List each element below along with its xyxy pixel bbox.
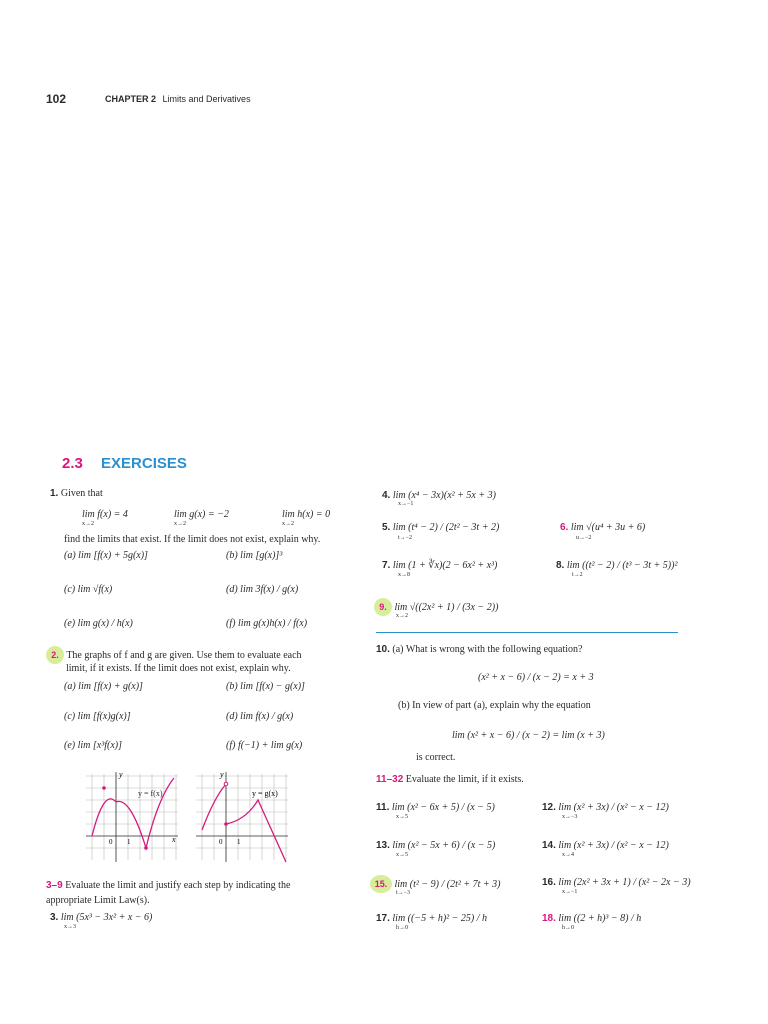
problem-2f: (f) f(−1) + lim g(x) — [226, 740, 303, 751]
problem-10b: (b) In view of part (a), explain why the equation — [398, 700, 591, 711]
problem-8 — [556, 560, 677, 571]
axis-y-label: y — [119, 770, 123, 779]
problem-number: 11. — [376, 802, 390, 813]
limit-subscript: x→5 — [396, 852, 408, 858]
chapter-title: Limits and Derivatives — [162, 94, 251, 104]
problem-expression: lim (2x² + 3x + 1) / (x² − 2x − 3) — [558, 877, 691, 888]
problem-1f: (f) lim g(x)h(x) / f(x) — [226, 618, 308, 629]
problem-10-correct: is correct. — [416, 752, 456, 763]
problem-number: 7. — [382, 560, 391, 571]
problem-range: 3–9 — [46, 880, 63, 891]
problem-1d: (d) lim 3f(x) / g(x) — [226, 584, 299, 595]
problem-text: Evaluate the limit, if it exists. — [405, 774, 524, 785]
problem-number: 4. — [382, 490, 391, 501]
problem-12 — [542, 802, 669, 813]
limit-subscript: x→2 — [396, 613, 408, 619]
limit-subscript: x→8 — [398, 572, 410, 578]
problem-1-header — [50, 488, 103, 499]
section-number: 2.3 — [62, 455, 83, 472]
limit-subscript: x→3 — [64, 924, 76, 930]
problem-expression: lim (1 + ∛x)(2 − 6x² + x³) — [392, 560, 498, 571]
problem-expression: lim (x⁴ − 3x)(x² + 5x + 3) — [392, 490, 496, 501]
point — [224, 822, 228, 826]
problem-expression: lim (5x³ − 3x² + x − 6) — [60, 912, 153, 923]
limit-subscript: x→2 — [282, 521, 294, 527]
problem-2a: (a) lim [f(x) + g(x)] — [64, 681, 143, 692]
point — [102, 786, 106, 790]
problem-1b: (b) lim [g(x)]³ — [226, 550, 283, 561]
given-limit-f: lim f(x) = 4 — [82, 509, 128, 520]
problem-text: The graphs of f and g are given. Use them to evaluate each — [66, 650, 302, 661]
problem-number: 3. — [50, 912, 59, 923]
limit-subscript: t→2 — [572, 572, 583, 578]
limit-subscript: x→−1 — [398, 501, 414, 507]
problem-3 — [50, 912, 152, 923]
problem-text: Given that — [60, 488, 103, 499]
problem-expression: lim ((2 + h)³ − 8) / h — [558, 913, 642, 924]
problem-instruction: find the limits that exist. If the limit does not exist, explain why. — [64, 534, 321, 545]
problem-expression: lim (t² − 9) / (2t² + 7t + 3) — [394, 879, 501, 890]
problem-number: 12. — [542, 802, 556, 813]
problem-10 — [376, 644, 582, 655]
problem-text: (a) What is wrong with the following equation? — [392, 644, 583, 655]
problem-17 — [376, 913, 487, 924]
tick-1: 1 — [127, 838, 131, 846]
point — [144, 846, 148, 850]
problem-number: 5. — [382, 522, 391, 533]
problem-expression: lim √(u⁴ + 3u + 6) — [570, 522, 646, 533]
problem-10-equation: (x² + x − 6) / (x − 2) = x + 3 — [478, 672, 594, 683]
problem-text: Evaluate the limit and justify each step by indicating the — [65, 880, 291, 891]
graph-f — [86, 768, 182, 866]
problem-2-header — [46, 646, 302, 664]
chapter-label: CHAPTER 2 — [105, 94, 157, 104]
problem-expression: lim ((−5 + h)² − 25) / h — [392, 913, 488, 924]
highlighted-problem-number: 9. — [374, 598, 392, 616]
limit-subscript: h→0 — [396, 925, 408, 931]
limit-subscript: x→4 — [562, 852, 574, 858]
limit-subscript: x→−1 — [562, 889, 578, 895]
problem-2e: (e) lim [x³f(x)] — [64, 740, 122, 751]
limit-subscript: t→−3 — [396, 890, 411, 896]
problem-6 — [560, 522, 645, 533]
problem-11-32-header — [376, 774, 524, 785]
problem-3-9-header — [46, 880, 290, 891]
section-name: EXERCISES — [101, 455, 187, 472]
limit-subscript: u→−2 — [576, 535, 592, 541]
problem-7 — [382, 560, 497, 571]
limit-subscript: t→−2 — [398, 535, 413, 541]
problem-number: 13. — [376, 840, 390, 851]
chapter-header — [105, 94, 251, 104]
axis-x-label: x — [172, 835, 176, 844]
open-point — [224, 782, 228, 786]
divider — [376, 632, 678, 633]
axis-y-label: y — [220, 770, 224, 779]
limit-subscript: x→2 — [82, 521, 94, 527]
problem-4 — [382, 490, 496, 501]
problem-expression: lim √((2x² + 1) / (3x − 2)) — [394, 602, 499, 613]
problem-number: 17. — [376, 913, 390, 924]
problem-number: 8. — [556, 560, 565, 571]
problem-2d: (d) lim f(x) / g(x) — [226, 711, 294, 722]
problem-14 — [542, 840, 669, 851]
problem-number: 1. — [50, 488, 59, 499]
problem-number: 14. — [542, 840, 556, 851]
tick-0: 0 — [109, 838, 113, 846]
limit-subscript: h→0 — [562, 925, 574, 931]
problem-13 — [376, 840, 495, 851]
problem-1e: (e) lim g(x) / h(x) — [64, 618, 133, 629]
curve-g-right — [226, 800, 286, 862]
limit-subscript: x→2 — [174, 521, 186, 527]
graph-g — [196, 768, 292, 866]
problem-text-continued: appropriate Limit Law(s). — [46, 895, 150, 906]
problem-expression: lim ((t² − 2) / (t³ − 3t + 5))² — [566, 560, 678, 571]
problem-expression: lim (x² − 5x + 6) / (x − 5) — [392, 840, 496, 851]
problem-range: 11–32 — [376, 774, 404, 785]
problem-5 — [382, 522, 499, 533]
problem-expression: lim (t⁴ − 2) / (2t² − 3t + 2) — [392, 522, 500, 533]
problem-15 — [370, 875, 500, 893]
graph-g-label: y = g(x) — [252, 789, 278, 798]
highlighted-problem-number: 15. — [370, 875, 392, 893]
problem-10-equation-2: lim (x² + x − 6) / (x − 2) = lim (x + 3) — [452, 730, 605, 741]
problem-2c: (c) lim [f(x)g(x)] — [64, 711, 131, 722]
problem-text-continued: limit, if it exists. If the limit does not exist, explain why. — [66, 663, 291, 674]
given-limit-h: lim h(x) = 0 — [282, 509, 331, 520]
problem-2b: (b) lim [f(x) − g(x)] — [226, 681, 305, 692]
problem-expression: lim (x² − 6x + 5) / (x − 5) — [391, 802, 495, 813]
given-limit-g: lim g(x) = −2 — [174, 509, 229, 520]
problem-16 — [542, 877, 691, 888]
problem-number: 18. — [542, 913, 556, 924]
problem-11 — [376, 802, 495, 813]
highlighted-problem-number: 2. — [46, 646, 64, 664]
problem-expression: lim (x² + 3x) / (x² − x − 12) — [558, 840, 669, 851]
problem-number: 10. — [376, 644, 390, 655]
problem-9 — [374, 598, 498, 616]
tick-0: 0 — [219, 838, 223, 846]
limit-subscript: x→5 — [396, 814, 408, 820]
tick-1: 1 — [237, 838, 241, 846]
problem-1c: (c) lim √f(x) — [64, 584, 113, 595]
problem-expression: lim (x² + 3x) / (x² − x − 12) — [558, 802, 669, 813]
problem-number: 16. — [542, 877, 556, 888]
section-title — [62, 455, 187, 472]
page-number: 102 — [46, 92, 67, 106]
problem-18 — [542, 913, 641, 924]
grid — [86, 774, 178, 860]
problem-number: 6. — [560, 522, 569, 533]
graph-f-label: y = f(x) — [138, 789, 163, 798]
limit-subscript: x→−3 — [562, 814, 578, 820]
problem-1a: (a) lim [f(x) + 5g(x)] — [64, 550, 148, 561]
